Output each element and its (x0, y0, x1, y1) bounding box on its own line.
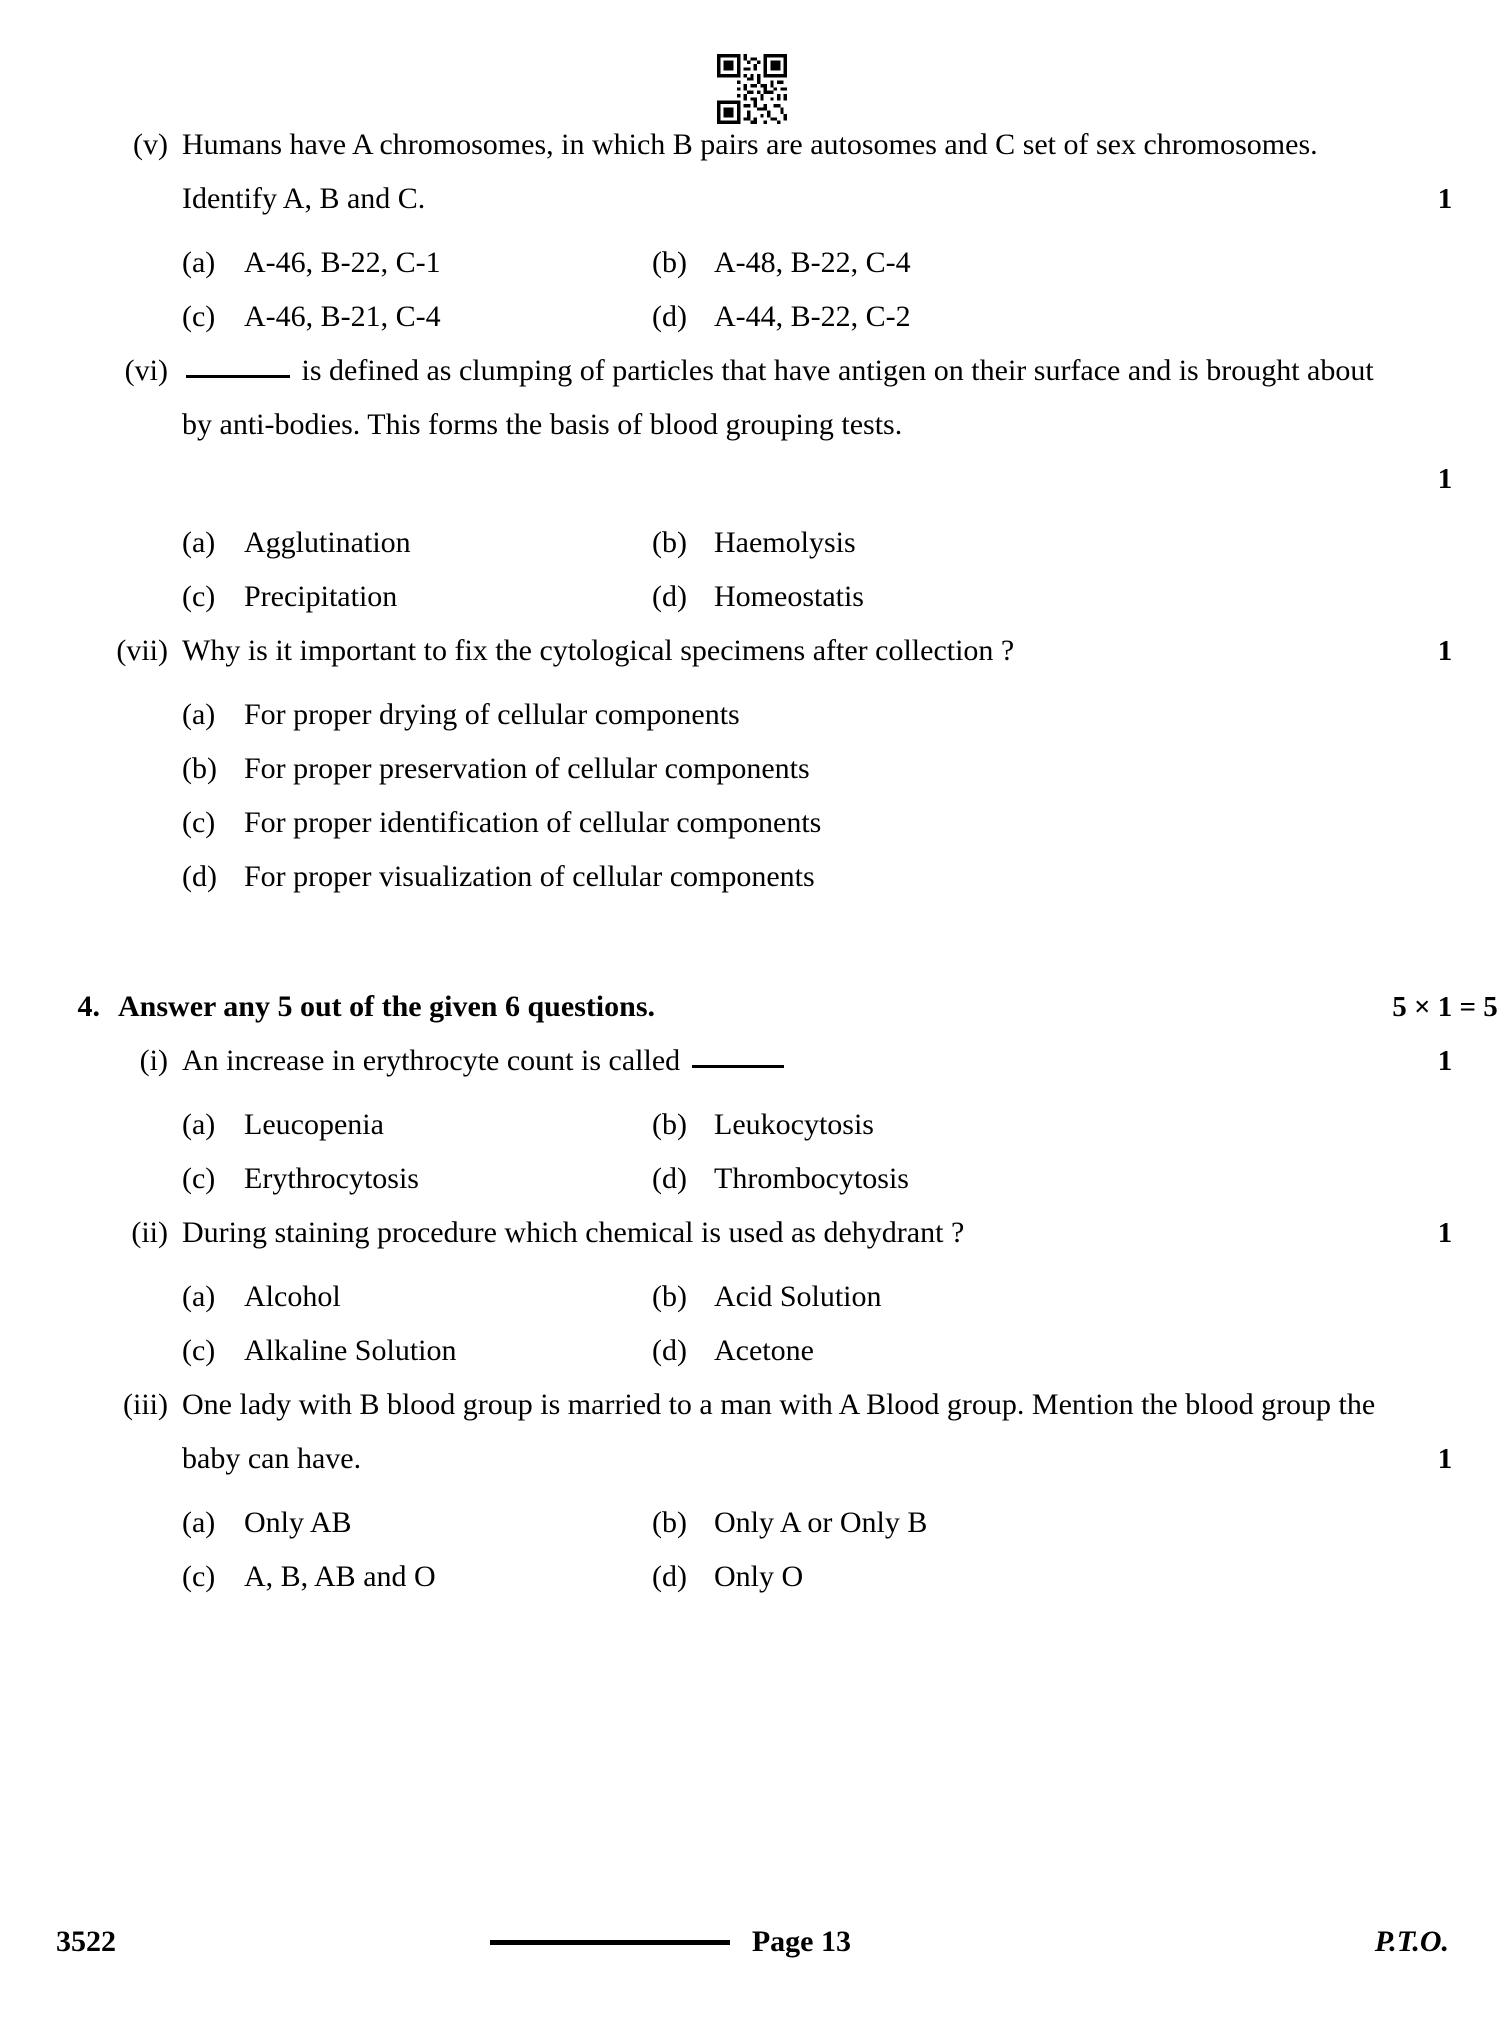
qr-code (717, 54, 787, 124)
spacer (0, 1088, 1505, 1098)
option-c[interactable] (182, 1324, 652, 1378)
option-row (182, 1324, 1385, 1378)
option-text: Acetone (714, 1334, 814, 1367)
paper-code: 3522 (56, 1925, 116, 1958)
option-letter: (b) (652, 1280, 687, 1313)
option-letter: (c) (182, 1162, 216, 1195)
option-text: Only AB (244, 1506, 352, 1539)
footer-center (116, 1925, 1375, 1959)
options-q3-v (0, 236, 1505, 344)
question-marks: 1 (1437, 183, 1453, 215)
options-q4-iii (0, 1496, 1505, 1604)
option-a[interactable] (182, 1270, 652, 1324)
spacer (0, 506, 1505, 516)
option-text: A-46, B-22, C-1 (244, 246, 441, 279)
question-number: (ii) (131, 1216, 168, 1249)
option-text: Erythrocytosis (244, 1162, 419, 1195)
option-b[interactable] (652, 236, 1122, 290)
option-letter: (b) (652, 526, 687, 559)
pto-label: P.T.O. (1374, 1925, 1449, 1958)
question-text: is defined as clumping of particles that have antigen on their surface and is brought about by anti-bodies. This forms the basis of blood grouping tests. (182, 354, 1374, 441)
question-q3-v (0, 118, 1505, 226)
question-number: (vii) (116, 634, 168, 667)
option-b[interactable] (182, 742, 1282, 796)
option-text: Acid Solution (714, 1280, 882, 1313)
option-text: A, B, AB and O (244, 1560, 436, 1593)
option-letter: (c) (182, 1560, 216, 1593)
option-d[interactable] (652, 1324, 1122, 1378)
question-q4-ii (0, 1206, 1505, 1260)
option-d[interactable] (652, 1152, 1122, 1206)
option-a[interactable] (182, 516, 652, 570)
option-c[interactable] (182, 1152, 652, 1206)
question-marks: 1 (1437, 1443, 1453, 1475)
question-marks: 1 (1437, 1217, 1453, 1249)
option-letter: (d) (652, 580, 687, 613)
option-text: A-48, B-22, C-4 (714, 246, 911, 279)
question-q4-iii (0, 1378, 1505, 1486)
option-d[interactable] (652, 290, 1122, 344)
question-q4-i (0, 1034, 1505, 1088)
option-text: Alcohol (244, 1280, 341, 1313)
option-letter: (a) (182, 1108, 216, 1141)
option-letter: (c) (182, 300, 216, 333)
option-b[interactable] (652, 1098, 1122, 1152)
spacer (0, 1260, 1505, 1270)
option-letter: (d) (182, 860, 217, 893)
question-marks: 1 (1437, 463, 1453, 495)
option-letter: (a) (182, 246, 216, 279)
question-4-header (0, 980, 1505, 1034)
question-q3-vi (0, 344, 1505, 506)
option-row (182, 1270, 1385, 1324)
option-text: For proper visualization of cellular components (244, 860, 815, 893)
options-q4-ii (0, 1270, 1505, 1378)
option-letter: (d) (652, 1560, 687, 1593)
spacer (0, 226, 1505, 236)
option-text: A-44, B-22, C-2 (714, 300, 911, 333)
option-a[interactable] (182, 688, 1282, 742)
page-content (0, 118, 1505, 1604)
option-letter: (a) (182, 526, 216, 559)
option-text: Haemolysis (714, 526, 856, 559)
question-marks: 1 (1437, 1045, 1453, 1077)
option-b[interactable] (652, 1496, 1122, 1550)
option-row (182, 742, 1385, 796)
page-number: Page 13 (751, 1925, 851, 1958)
option-row (182, 236, 1385, 290)
option-a[interactable] (182, 1496, 652, 1550)
question-text-wrap (182, 1034, 1385, 1088)
option-text: Homeostatis (714, 580, 864, 613)
question-number: 4. (77, 990, 100, 1023)
option-a[interactable] (182, 1098, 652, 1152)
question-text: One lady with B blood group is married to a man with A Blood group. Mention the blood group the baby can have. (182, 1388, 1376, 1475)
option-c[interactable] (182, 1550, 652, 1604)
option-letter: (d) (652, 300, 687, 333)
question-number: (i) (139, 1044, 168, 1077)
option-row (182, 570, 1385, 624)
option-text: For proper drying of cellular components (244, 698, 740, 731)
option-row (182, 1496, 1385, 1550)
question-text: Humans have A chromosomes, in which B pairs are autosomes and C set of sex chromosomes. Identify A, B and C. (182, 128, 1318, 215)
fill-blank[interactable] (692, 1043, 784, 1068)
option-text: Thrombocytosis (714, 1162, 909, 1195)
options-q4-i (0, 1098, 1505, 1206)
option-letter: (b) (652, 246, 687, 279)
question-text: During staining procedure which chemical is used as dehydrant ? (182, 1216, 965, 1249)
option-c[interactable] (182, 570, 652, 624)
option-letter: (c) (182, 1334, 216, 1367)
option-b[interactable] (652, 1270, 1122, 1324)
option-a[interactable] (182, 236, 652, 290)
question-marks: 5 × 1 = 5 (1392, 991, 1498, 1023)
option-letter: (a) (182, 1280, 216, 1313)
option-row (182, 1550, 1385, 1604)
option-text: A-46, B-21, C-4 (244, 300, 441, 333)
option-row (182, 1098, 1385, 1152)
question-number: (iii) (123, 1388, 168, 1421)
question-text: An increase in erythrocyte count is called (182, 1044, 688, 1077)
question-text: Why is it important to fix the cytological specimens after collection ? (182, 634, 1015, 667)
question-instruction: Answer any 5 out of the given 6 questions. (118, 990, 655, 1023)
option-c[interactable] (182, 290, 652, 344)
option-text: Alkaline Solution (244, 1334, 457, 1367)
option-c[interactable] (182, 796, 1282, 850)
option-letter: (a) (182, 698, 216, 731)
option-letter: (b) (182, 752, 217, 785)
question-marks: 1 (1437, 635, 1453, 667)
option-d[interactable] (652, 1550, 1122, 1604)
option-text: Leucopenia (244, 1108, 384, 1141)
page-footer (0, 1918, 1505, 1966)
question-text-wrap (182, 344, 1385, 452)
section-spacer (0, 904, 1505, 980)
option-row (182, 1152, 1385, 1206)
option-text: Precipitation (244, 580, 398, 613)
option-row (182, 688, 1385, 742)
option-row (182, 850, 1385, 904)
option-d[interactable] (652, 570, 1122, 624)
option-text: Only A or Only B (714, 1506, 928, 1539)
option-letter: (a) (182, 1506, 216, 1539)
option-text: Leukocytosis (714, 1108, 874, 1141)
option-d[interactable] (182, 850, 1282, 904)
spacer (0, 1486, 1505, 1496)
option-text: For proper identification of cellular components (244, 806, 822, 839)
question-q3-vii (0, 624, 1505, 678)
option-row (182, 516, 1385, 570)
option-b[interactable] (652, 516, 1122, 570)
options-q3-vi (0, 516, 1505, 624)
option-row (182, 796, 1385, 850)
option-letter: (d) (652, 1334, 687, 1367)
footer-divider (490, 1940, 730, 1945)
option-text: For proper preservation of cellular components (244, 752, 810, 785)
option-letter: (c) (182, 806, 216, 839)
option-text: Only O (714, 1560, 804, 1593)
option-letter: (d) (652, 1162, 687, 1195)
question-number: (v) (133, 128, 168, 161)
option-text: Agglutination (244, 526, 411, 559)
question-number: (vi) (124, 354, 168, 387)
option-letter: (b) (652, 1108, 687, 1141)
option-row (182, 290, 1385, 344)
options-q3-vii (0, 688, 1505, 904)
option-letter: (b) (652, 1506, 687, 1539)
fill-blank[interactable] (186, 353, 290, 378)
spacer (0, 678, 1505, 688)
option-letter: (c) (182, 580, 216, 613)
